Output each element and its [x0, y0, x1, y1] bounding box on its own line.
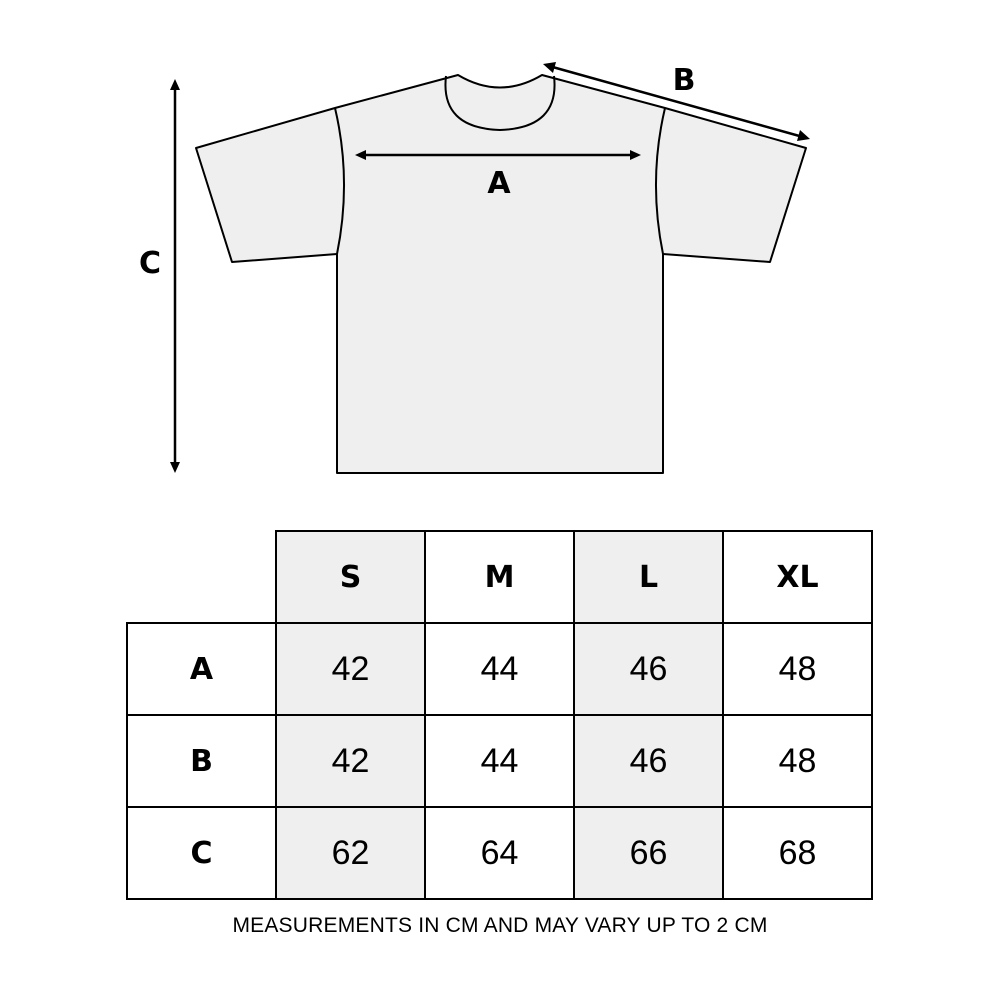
value-cell: 64: [425, 807, 574, 899]
value-cell: 42: [276, 715, 425, 807]
value-cell: 42: [276, 623, 425, 715]
corner-cell: [127, 531, 276, 623]
tshirt-outline: [196, 75, 806, 473]
value-cell: 48: [723, 715, 872, 807]
table-row: [127, 623, 872, 715]
value-cell: 66: [574, 807, 723, 899]
row-label-b: B: [127, 715, 276, 807]
table-row: [127, 715, 872, 807]
value-cell: 48: [723, 623, 872, 715]
dimension-c-label: C: [138, 246, 162, 281]
size-chart-table: [126, 530, 873, 900]
size-header-xl: XL: [723, 531, 872, 623]
size-header-m: M: [425, 531, 574, 623]
dimension-a-label: A: [487, 166, 511, 201]
size-header-l: L: [574, 531, 723, 623]
value-cell: 46: [574, 715, 723, 807]
value-cell: 68: [723, 807, 872, 899]
value-cell: 62: [276, 807, 425, 899]
dimension-b-label: B: [672, 63, 696, 98]
measurement-footnote: MEASUREMENTS IN CM AND MAY VARY UP TO 2 CM: [232, 914, 768, 937]
table-row: [127, 807, 872, 899]
value-cell: 44: [425, 715, 574, 807]
row-label-a: A: [127, 623, 276, 715]
size-header-row: [127, 531, 872, 623]
value-cell: 44: [425, 623, 574, 715]
row-label-c: C: [127, 807, 276, 899]
dimension-c-arrow: [170, 79, 180, 473]
value-cell: 46: [574, 623, 723, 715]
size-header-s: S: [276, 531, 425, 623]
